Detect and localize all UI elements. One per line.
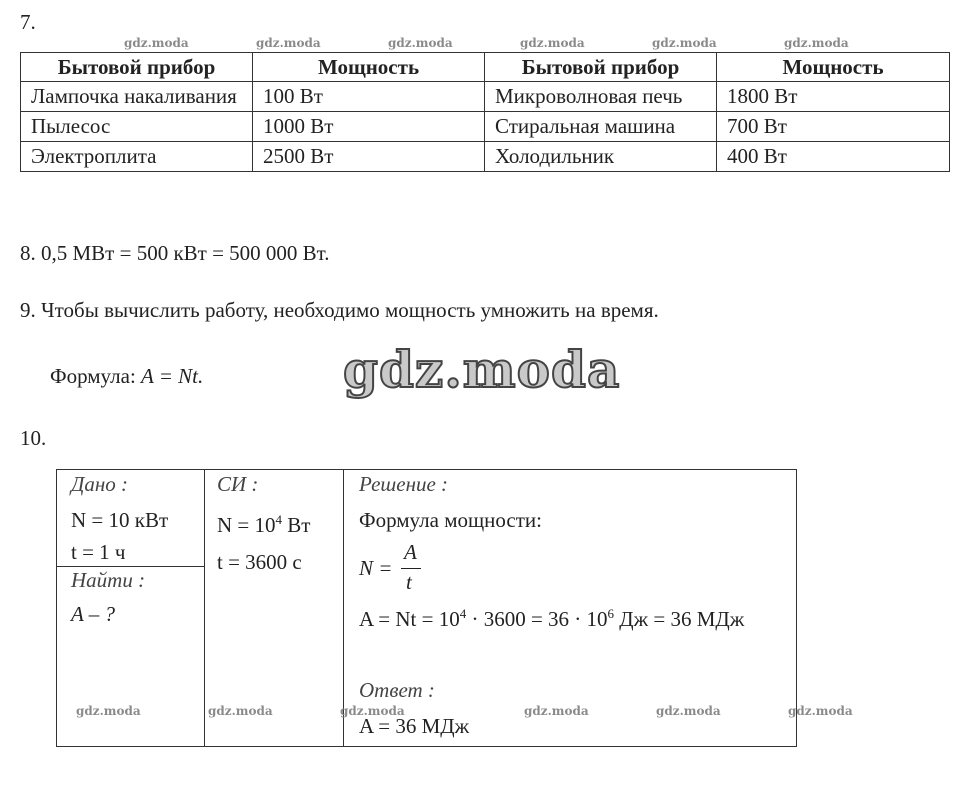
task-9-formula (50, 364, 203, 389)
watermark: gdz.moda (388, 36, 453, 50)
header-power: Мощность (717, 53, 950, 82)
formula-numerator: A (404, 540, 417, 564)
calc-part: A = Nt = 10 (359, 607, 460, 631)
table-cell: Холодильник (485, 142, 717, 172)
header-appliance: Бытовой прибор (21, 53, 253, 82)
watermark: gdz.moda (124, 36, 189, 50)
find-value: A – ? (71, 602, 115, 626)
formula-title: Формула мощности: (359, 508, 542, 532)
power-formula (359, 540, 439, 600)
calculation (359, 606, 744, 632)
calc-exponent: 6 (607, 606, 615, 621)
table-row (21, 142, 950, 172)
table-cell: Электроплита (21, 142, 253, 172)
fraction-bar (401, 568, 421, 569)
answer-label: Ответ : (359, 678, 435, 702)
task-7-number: 7. (20, 10, 36, 34)
table-cell: Лампочка накаливания (21, 82, 253, 112)
watermark: gdz.moda (788, 704, 853, 718)
watermark: gdz.moda (520, 36, 585, 50)
formula-lhs: N = (359, 556, 393, 580)
table-cell: 1800 Вт (717, 82, 950, 112)
table-cell: 400 Вт (717, 142, 950, 172)
column-divider (204, 470, 205, 746)
si-n (217, 512, 310, 538)
solution-label: Решение : (359, 472, 449, 496)
si-label: СИ : (217, 472, 259, 496)
table-row (21, 112, 950, 142)
calc-exponent: 4 (459, 606, 467, 621)
si-n-exponent: 4 (275, 512, 283, 527)
watermark: gdz.moda (656, 704, 721, 718)
answer-value: A = 36 МДж (359, 714, 470, 738)
watermark: gdz.moda (652, 36, 717, 50)
watermark-logo: gdz.moda (343, 340, 621, 399)
table-cell: 700 Вт (717, 112, 950, 142)
task-9-text: 9. Чтобы вычислить работу, необходимо мощность умножить на время. (20, 298, 659, 322)
watermark: gdz.moda (76, 704, 141, 718)
table-cell: 1000 Вт (253, 112, 485, 142)
given-label: Дано : (71, 472, 129, 496)
task-10-number: 10. (20, 426, 47, 450)
given-n: N = 10 кВт (71, 508, 169, 532)
header-appliance: Бытовой прибор (485, 53, 717, 82)
task-8-text: 8. 0,5 МВт = 500 кВт = 500 000 Вт. (20, 241, 330, 265)
formula-expression: A = Nt. (141, 364, 204, 388)
formula-label: Формула: (50, 364, 136, 388)
formula-denominator: t (406, 570, 412, 594)
si-n-base: N = 10 (217, 513, 276, 537)
header-power: Мощность (253, 53, 485, 82)
find-label: Найти : (71, 568, 146, 592)
si-t: t = 3600 с (217, 550, 302, 574)
table-cell: Пылесос (21, 112, 253, 142)
given-find-divider (57, 566, 204, 567)
table-cell: 100 Вт (253, 82, 485, 112)
watermark: gdz.moda (208, 704, 273, 718)
calc-part: Дж = 36 МДж (614, 607, 745, 631)
table-cell: Микроволновая печь (485, 82, 717, 112)
appliance-power-table (20, 52, 950, 172)
table-cell: 2500 Вт (253, 142, 485, 172)
table-row (21, 82, 950, 112)
calc-part: · 3600 = 36 · 10 (466, 607, 608, 631)
watermark: gdz.moda (784, 36, 849, 50)
given-t: t = 1 ч (71, 540, 126, 564)
watermark: gdz.moda (256, 36, 321, 50)
watermark: gdz.moda (340, 704, 405, 718)
si-n-unit: Вт (287, 513, 311, 537)
table-header-row (21, 53, 950, 82)
watermark: gdz.moda (524, 704, 589, 718)
table-cell: Стиральная машина (485, 112, 717, 142)
